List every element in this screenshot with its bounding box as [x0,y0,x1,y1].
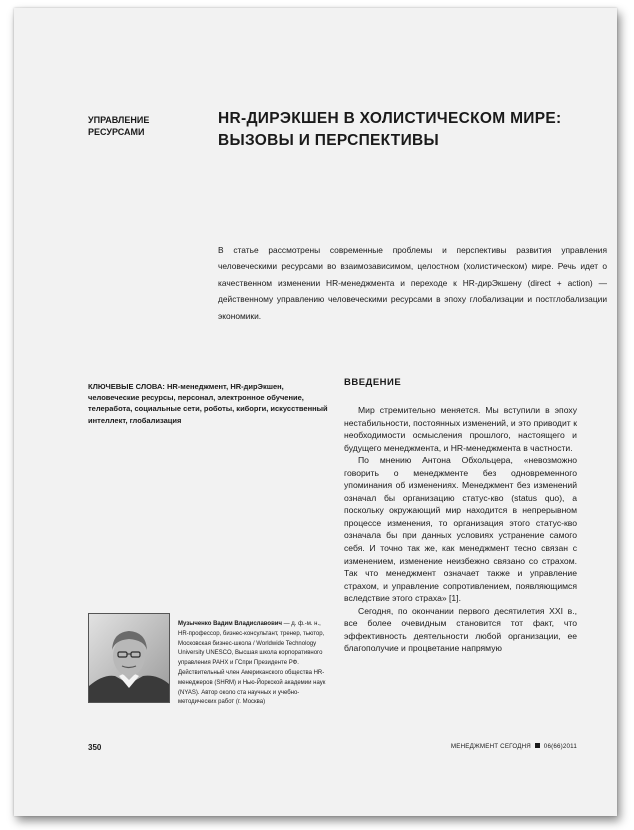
article-abstract: В статье рассмотрены современные проблемы и перспективы развития управления человеческими ресурсами во взаимозависимом, целостном (холистическом) мире. Речь идет о качественном изменении HR-менеджмента и переходе к HR-дирЭкшену (direct + action) — действенному управлению человеческими ресурсами в эпоху глобализации и постглобализации экономики. [218,245,607,321]
keywords-label: КЛЮЧЕВЫЕ СЛОВА: [88,382,165,391]
square-separator-icon [535,743,540,748]
author-portrait-image [89,614,169,702]
article-title: HR-ДИРЭКШЕН В ХОЛИСТИЧЕСКОМ МИРЕ: ВЫЗОВЫ И ПЕРСПЕКТИВЫ [218,110,562,149]
author-details: — д. ф.-м. н., HR-профессор, бизнес-консультант, тренер, тьютор, Московская бизнес-школа / Worldwide Technology University UNESCO, Высшая школа корпоративного управления РАНХ и ГСпри Президенте РФ. Действительный член Американского общества HR-менеджеров (SHRM) и Нью-Йоркской академии наук (NYAS). Автор около ста научных и учебно-методических работ (г. Москва) [178,621,326,706]
journal-name: МЕНЕДЖМЕНТ СЕГОДНЯ [450,743,531,750]
journal-footer [451,743,577,750]
introduction-heading: ВВЕДЕНИЕ [344,377,402,388]
keywords-block [88,381,333,426]
body-paragraph: По мнению Антона Обхольцера, «невозможно говорить о менеджменте без одновременного упоминания об изменениях. Менеджмент без изменений означал бы организацию статус-кво (status quo), а поскольку окружающий мир находится в непрерывном процессе изменения, то организация этого статус-кво означала бы при данных условиях устранение самого себя. И точно так же, как менеджмент тесно связан с изменением, изменение неизбежно связано со страхом. Так что менеджмент означает также и управление страхом, и управление сопротивлением, появляющимся вследствие этого страха» [1]. [344,455,577,604]
author-name: Музыченко Вадим Владиславович [178,621,282,627]
keywords-text: HR-менеджмент, HR-дирЭкшен, человеческие ресурсы, персонал, электронное обучение, телеработа, социальные сети, роботы, киборги, искусственный интеллект, глобализация [88,382,328,425]
body-paragraph: Сегодня, по окончании первого десятилетия XXI в., все более очевидным становится тот факт, что эффективность деятельности любой организации, ее благополучие и процветание напрямую [344,605,577,654]
journal-page [14,8,617,816]
section-label: УПРАВЛЕНИЕ РЕСУРСАМИ [88,115,150,137]
journal-issue: 06(66)2011 [543,743,577,750]
author-photo [88,613,170,703]
body-paragraph: Мир стремительно меняется. Мы вступили в эпоху нестабильности, постоянных изменений, и это приводит к необходимости осмысления прошлого, настоящего и будущего менеджмента, и HR-менеджмента в частности. [344,405,577,453]
article-body [344,404,577,655]
author-bio [178,620,328,708]
page-number: 350 [88,743,102,752]
